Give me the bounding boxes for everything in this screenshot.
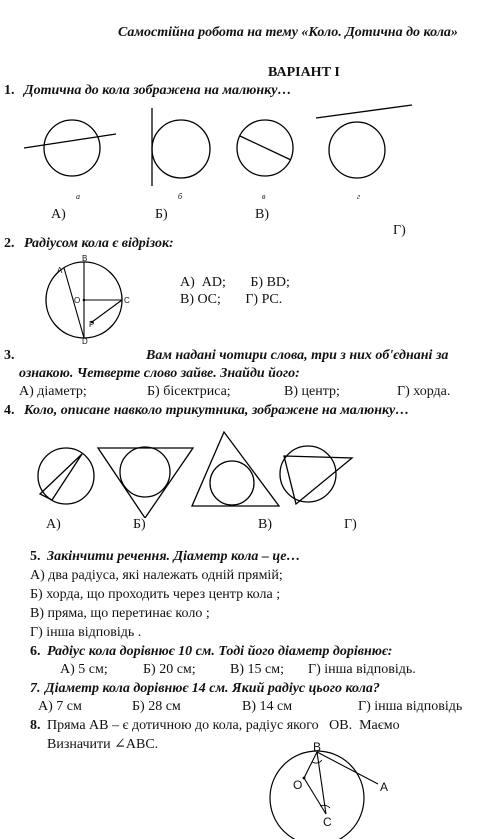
q6-option-c: В) 15 см;	[230, 662, 284, 677]
q1-number: 1.	[4, 83, 15, 98]
page-header: Самостійна робота на тему «Коло. Дотична до кола»	[118, 25, 458, 40]
q4-number: 4.	[4, 403, 15, 418]
q6-text: Радіус кола дорівнює 10 см. Тоді його діаметр дорівнює:	[47, 644, 393, 659]
q8-circle	[270, 751, 364, 839]
q5-option-a: А) два радіуса, які належать одній прямій;	[30, 568, 283, 583]
q5-option-d: Г) інша відповідь .	[30, 625, 142, 640]
q4-fig-b-circle	[120, 447, 170, 497]
q7-option-d: Г) інша відповідь	[358, 699, 463, 714]
q2-center-o	[83, 299, 86, 302]
q8-chord-bc	[317, 752, 326, 814]
q2-number: 2.	[4, 236, 15, 251]
q7-number: 7.	[30, 681, 41, 696]
q8-text-line1: Пряма AB – є дотичною до кола, радіус якого OB. Маємо	[47, 718, 400, 733]
q2-label-b: B	[82, 254, 88, 263]
q2-label-c: C	[124, 296, 130, 305]
q2-text: Радіусом кола є відрізок:	[24, 236, 174, 251]
q3-text-line2: ознакою. Четверте слово зайве. Знайди його:	[19, 366, 300, 381]
q6-option-d: Г) інша відповідь.	[308, 662, 416, 677]
q1-text: Дотична до кола зображена на малюнку…	[24, 83, 292, 98]
q7-option-a: А) 7 см	[38, 699, 82, 714]
q3-option-a: А) діаметр;	[19, 384, 87, 399]
q5-option-b: Б) хорда, що проходить через центр кола ;	[30, 587, 281, 602]
q8-tangent-ab	[317, 752, 378, 784]
q8-angle-b-arc	[312, 760, 322, 763]
q1-figures	[0, 100, 500, 210]
q3-number: 3.	[4, 348, 15, 363]
q4-fig-a-triangle	[40, 454, 82, 500]
variant-title: ВАРІАНТ І	[268, 65, 340, 80]
q6-option-a: А) 5 см;	[60, 662, 108, 677]
q8-label-c: C	[323, 815, 332, 829]
q7-option-b: Б) 28 см	[132, 699, 181, 714]
q4-fig-d-triangle	[284, 456, 352, 504]
q1-answer-d: Г)	[393, 223, 406, 238]
q1-fig-d-line	[316, 105, 412, 118]
q3-option-b: Б) бісектриса;	[147, 384, 231, 399]
q1-answer-c: В)	[255, 207, 269, 222]
q8-label-o: O	[293, 778, 303, 792]
q7-option-c: В) 14 см	[242, 699, 293, 714]
q1-fig-b-circle	[152, 120, 210, 178]
q4-fig-a-circle	[38, 448, 94, 504]
q2-label-a: A	[57, 266, 63, 275]
q1-fig-c-chord	[240, 136, 291, 160]
q8-text-line2: Визначити ∠ABC.	[47, 737, 159, 752]
q5-number: 5.	[30, 549, 41, 564]
q8-segment-oc	[304, 778, 326, 814]
q1-answer-b: Б)	[155, 207, 168, 222]
q8-center-o	[303, 777, 306, 780]
q2-options-row1: А) AD; Б) BD;	[180, 275, 290, 290]
q1-fig-label-a: а	[76, 192, 80, 201]
q5-option-c: В) пряма, що перетинає коло ;	[30, 606, 210, 621]
q2-label-o: O	[74, 296, 81, 305]
q1-fig-a-line	[24, 134, 116, 148]
q4-answer-a: А)	[46, 517, 61, 532]
q6-option-b: Б) 20 см;	[143, 662, 196, 677]
q4-answer-d: Г)	[344, 517, 357, 532]
q2-label-p: P	[89, 320, 95, 329]
q8-label-b: B	[313, 740, 322, 754]
q4-answer-b: Б)	[133, 517, 146, 532]
q6-number: 6.	[30, 644, 41, 659]
q2-options-row2: В) OC; Г) PC.	[180, 292, 283, 307]
q4-figures	[0, 428, 500, 518]
q1-fig-a-circle	[44, 120, 100, 176]
q3-option-d: Г) хорда.	[397, 384, 451, 399]
q4-fig-c-circle	[210, 461, 254, 505]
q1-fig-label-c: в	[262, 192, 266, 201]
q1-answer-a: А)	[51, 207, 66, 222]
q1-fig-d-circle	[329, 122, 385, 178]
q1-fig-label-b: б	[178, 192, 183, 201]
q4-fig-b-triangle	[98, 448, 193, 518]
q3-option-c: В) центр;	[284, 384, 340, 399]
q8-label-a: A	[380, 780, 389, 794]
q1-fig-label-d: г	[357, 192, 361, 201]
q3-text-line1: Вам надані чотири слова, три з них об'єднані за	[146, 348, 449, 363]
q8-radius-ob	[304, 752, 317, 778]
q4-fig-c-triangle	[192, 432, 279, 506]
q7-text: Діаметр кола дорівнює 14 см. Який радіус цього кола?	[45, 681, 380, 696]
q2-label-d: D	[82, 337, 88, 346]
q8-number: 8.	[30, 718, 41, 733]
q4-text: Коло, описане навколо трикутника, зображене на малюнку…	[24, 403, 410, 418]
q4-answer-c: В)	[258, 517, 272, 532]
q5-text: Закінчити речення. Діаметр кола – це…	[47, 549, 301, 564]
